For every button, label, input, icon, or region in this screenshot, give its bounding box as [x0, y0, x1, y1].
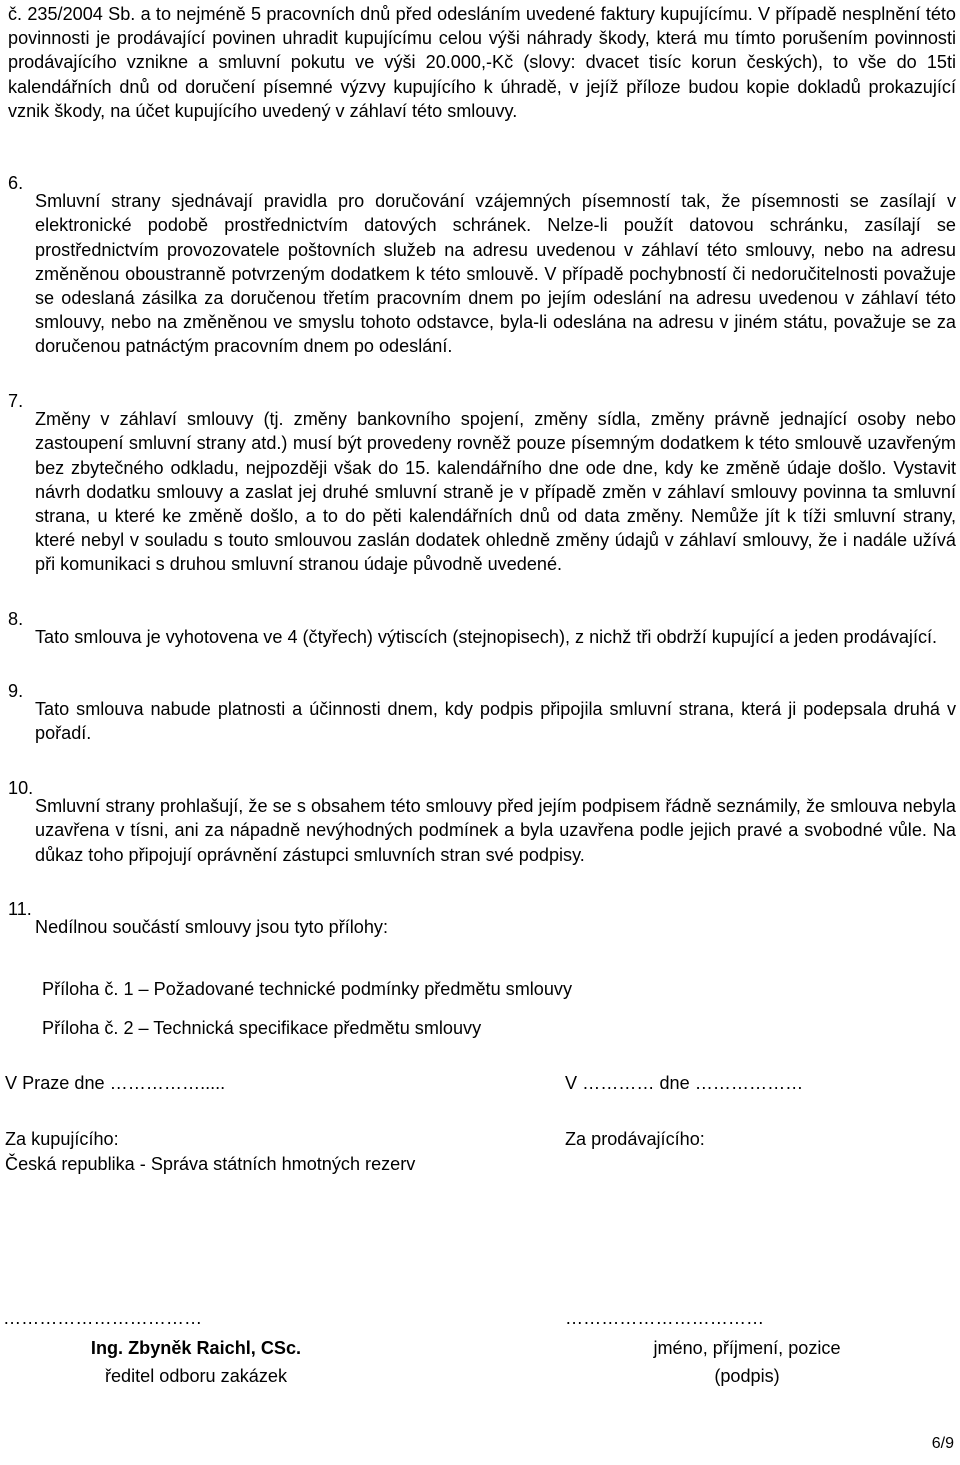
clause-number: 9.: [8, 681, 24, 701]
clause-10: [8, 776, 956, 885]
right-signer-name: jméno, příjmení, pozice: [653, 1338, 841, 1358]
clause-number: 8.: [8, 609, 24, 629]
right-signature-line: ……………………………: [565, 1308, 765, 1328]
left-place-date: V Praze dne …………….....: [5, 1073, 226, 1093]
right-signer-block: [612, 1334, 882, 1390]
clause-number: 10.: [8, 778, 34, 798]
clause-11: [8, 897, 956, 957]
attachment-2: Příloha č. 2 – Technická specifikace předmětu smlouvy: [42, 1018, 482, 1038]
clause-number: 6.: [8, 173, 24, 193]
clause-9: [8, 679, 956, 764]
buyer-name: Česká republika - Správa státních hmotných rezerv: [5, 1154, 416, 1174]
left-signer-block: [46, 1334, 346, 1390]
buyer-label: Za kupujícího:: [5, 1129, 119, 1149]
intro-paragraph: č. 235/2004 Sb. a to nejméně 5 pracovních dnů před odesláním uvedené faktury kupujícímu. V případě nesplnění této povinnosti je prodávající povinen uhradit kupujícímu celou výši náhrady škody, která mu tímto porušením povinnosti prodávajícího vznikne a smluvní pokutu ve výši 20.000,-Kč (slovy: dvacet tisíc korun českých), to vše do 15ti kalendářních dnů od doručení písemné výzvy kupujícího k úhradě, v jejíž příloze budou kopie dokladů prokazující vznik škody, na účet kupujícího uvedený v záhlaví této smlouvy.: [8, 4, 956, 121]
seller-label: Za prodávajícího:: [565, 1129, 705, 1149]
attachment-1: Příloha č. 1 – Požadované technické podmínky předmětu smlouvy: [42, 979, 573, 999]
clause-text: Tato smlouva je vyhotovena ve 4 (čtyřech) výtiscích (stejnopisech), z nichž tři obdrží kupující a jeden prodávající.: [35, 627, 938, 648]
clause-8: [8, 607, 956, 667]
clause-6: [8, 171, 956, 377]
page-number: 6/9: [931, 1435, 954, 1452]
clause-number: 11.: [8, 899, 32, 919]
right-signer-title: (podpis): [714, 1366, 780, 1386]
clause-text: Smluvní strany prohlašují, že se s obsahem této smlouvy před jejím podpisem řádně seznámily, že smlouva nebyla uzavřena v tísni, ani za nápadně nevýhodných podmínek a byla uzavřena podle jejich pravé a svobodné vůle. Na důkaz toho připojují oprávnění zástupci smluvních stran své podpisy.: [35, 796, 956, 865]
clause-7: [8, 389, 956, 595]
left-signature-line: ……………………………: [3, 1308, 203, 1328]
clause-text: Změny v záhlaví smlouvy (tj. změny bankovního spojení, změny sídla, změny právně jednající osoby nebo zastoupení smluvní strany atd.) musí být provedeny rovněž pouze písemným dodatkem k této smlouvě uzavřeným bez zbytečného odkladu, nejpozději však do 15. kalendářního dne ode dne, kdy ke změně údaje došlo. Vystavit návrh dodatku smlouvy a zaslat jej druhé smluvní straně je v případě změn v záhlaví smlouvy povinna ta smluvní strana, u které ke změně došlo, a to do pěti kalendářních dnů od data změny. Nemůže jít k tíži smluvní strany, které nebyl v souladu s touto smlouvou zaslán dodatek ohledně změny údajů v záhlaví smlouvy, že i nadále užívá při komunikaci s druhou smluvní stranou údaje původně uvedené.: [35, 409, 956, 575]
clause-text: Nedílnou součástí smlouvy jsou tyto přílohy:: [35, 917, 388, 938]
left-signer-name: Ing. Zbyněk Raichl, CSc.: [90, 1338, 302, 1358]
clause-text: Tato smlouva nabude platnosti a účinnosti dnem, kdy podpis připojila smluvní strana, která ji podepsala druhá v pořadí.: [35, 699, 956, 744]
left-signer-title: ředitel odboru zakázek: [104, 1366, 288, 1386]
clause-text: Smluvní strany sjednávají pravidla pro doručování vzájemných písemností tak, že písemnosti se zasílají v elektronické podobě prostřednictvím datových schránek. Nelze-li použít datovou schránku, zasílají se prostřednictvím provozovatele poštovních služeb na adresu uvedenou v záhlaví této smlouvy, nebo na adresu změněnou oboustranně potvrzeným dodatkem k této smlouvě. V případě pochybností či nedoručitelnosti považuje se odeslaná zásilka za doručenou třetím pracovním dnem po jejím odeslání na adresu uvedenou v záhlaví této smlouvy, nebo na změněnou ve smyslu tohoto odstavce, byla-li odeslána na adresu v jiném státu, považuje se za doručenou patnáctým pracovním dnem po odeslání.: [35, 191, 956, 357]
clause-number: 7.: [8, 391, 24, 411]
right-place-date: V ………… dne ………………: [565, 1073, 804, 1093]
